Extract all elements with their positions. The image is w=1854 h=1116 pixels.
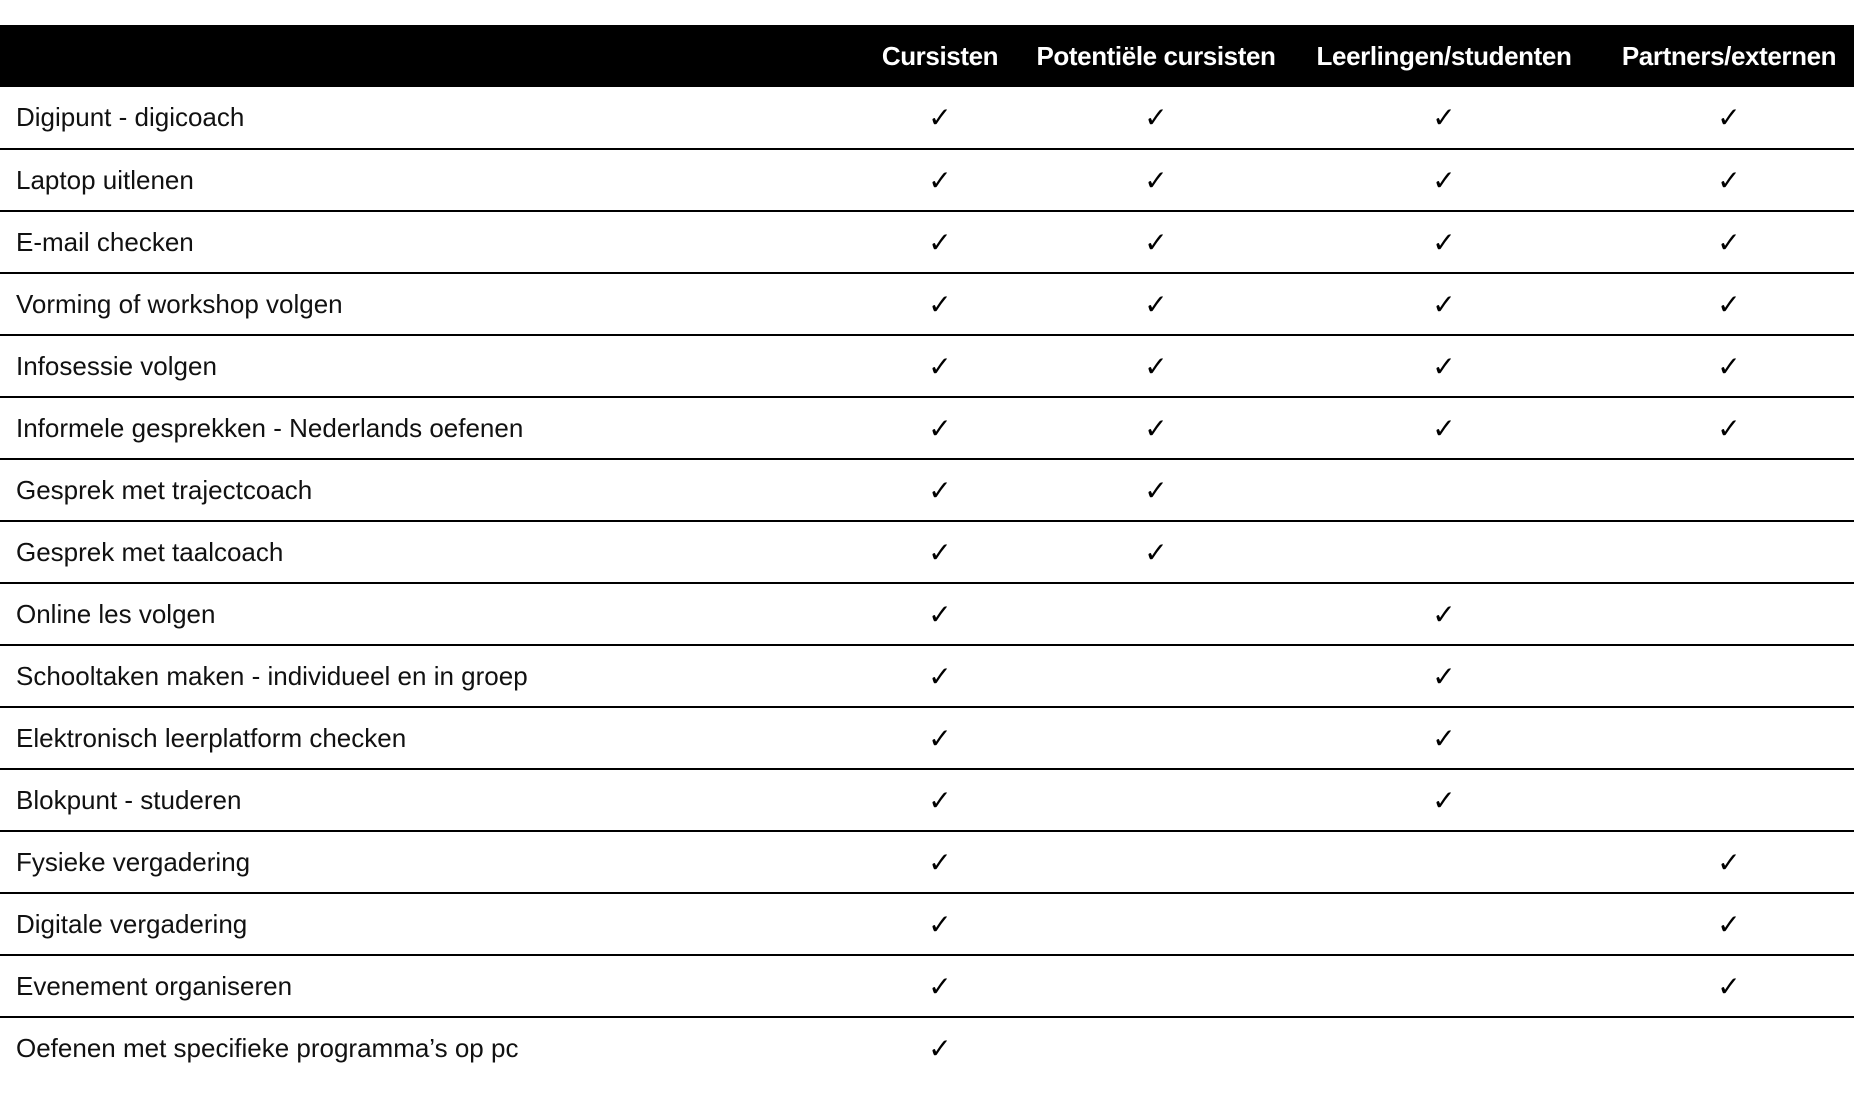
checkmark-icon: ✓ [1717, 163, 1741, 197]
cell-partners-externen [1604, 149, 1854, 211]
checkmark-icon: ✓ [928, 783, 952, 817]
cell-potentiele-cursisten [1028, 459, 1284, 521]
cell-cursisten [852, 459, 1028, 521]
cell-leerlingen-studenten [1284, 459, 1604, 521]
table-row [0, 893, 1854, 955]
activity-label: Laptop uitlenen [0, 149, 852, 211]
cell-leerlingen-studenten [1284, 397, 1604, 459]
header-activity-blank [0, 25, 852, 87]
table-row [0, 149, 1854, 211]
cell-leerlingen-studenten [1284, 87, 1604, 149]
cell-potentiele-cursisten [1028, 583, 1284, 645]
cell-potentiele-cursisten [1028, 645, 1284, 707]
header-row [0, 25, 1854, 87]
activity-label: Gesprek met taalcoach [0, 521, 852, 583]
cell-cursisten [852, 955, 1028, 1017]
table-row [0, 707, 1854, 769]
checkmark-icon: ✓ [1432, 597, 1456, 631]
cell-cursisten [852, 87, 1028, 149]
cell-leerlingen-studenten [1284, 211, 1604, 273]
checkmark-icon: ✓ [1144, 163, 1168, 197]
cell-partners-externen [1604, 335, 1854, 397]
checkmark-icon: ✓ [928, 721, 952, 755]
checkmark-icon: ✓ [1432, 101, 1456, 134]
cell-partners-externen [1604, 521, 1854, 583]
column-header-leerlingen-studenten: Leerlingen/studenten [1316, 40, 1572, 71]
cell-potentiele-cursisten [1028, 335, 1284, 397]
activity-audience-table [0, 25, 1854, 1079]
cell-leerlingen-studenten [1284, 893, 1604, 955]
cell-cursisten [852, 273, 1028, 335]
activity-label: Online les volgen [0, 583, 852, 645]
checkmark-icon: ✓ [1432, 659, 1456, 693]
cell-partners-externen [1604, 831, 1854, 893]
table-row [0, 335, 1854, 397]
cell-cursisten [852, 583, 1028, 645]
cell-potentiele-cursisten [1028, 521, 1284, 583]
cell-potentiele-cursisten [1028, 831, 1284, 893]
checkmark-icon: ✓ [1717, 225, 1741, 259]
cell-partners-externen [1604, 1017, 1854, 1079]
checkmark-icon: ✓ [928, 287, 952, 321]
checkmark-icon: ✓ [1432, 225, 1456, 259]
checkmark-icon: ✓ [1432, 349, 1456, 383]
cell-cursisten [852, 211, 1028, 273]
cell-partners-externen [1604, 397, 1854, 459]
table-row [0, 831, 1854, 893]
cell-leerlingen-studenten [1284, 769, 1604, 831]
checkmark-icon: ✓ [1144, 287, 1168, 321]
table-body [0, 87, 1854, 1079]
cell-potentiele-cursisten [1028, 273, 1284, 335]
table-row [0, 769, 1854, 831]
cell-cursisten [852, 893, 1028, 955]
checkmark-icon: ✓ [928, 535, 952, 569]
activity-label: Blokpunt - studeren [0, 769, 852, 831]
cell-cursisten [852, 1017, 1028, 1079]
cell-leerlingen-studenten [1284, 645, 1604, 707]
cell-potentiele-cursisten [1028, 87, 1284, 149]
checkmark-icon: ✓ [1432, 163, 1456, 197]
checkmark-icon: ✓ [928, 907, 952, 941]
checkmark-icon: ✓ [1717, 287, 1741, 321]
cell-potentiele-cursisten [1028, 893, 1284, 955]
column-header-partners-externen: Partners/externen [1621, 40, 1837, 71]
cell-cursisten [852, 645, 1028, 707]
checkmark-icon: ✓ [1144, 101, 1168, 134]
checkmark-icon: ✓ [928, 1032, 952, 1065]
checkmark-icon: ✓ [928, 349, 952, 383]
cell-potentiele-cursisten [1028, 707, 1284, 769]
cell-potentiele-cursisten [1028, 955, 1284, 1017]
checkmark-icon: ✓ [928, 969, 952, 1003]
cell-cursisten [852, 831, 1028, 893]
activity-label: Digitale vergadering [0, 893, 852, 955]
cell-cursisten [852, 149, 1028, 211]
checkmark-icon: ✓ [1432, 783, 1456, 817]
table-row [0, 521, 1854, 583]
cell-potentiele-cursisten [1028, 211, 1284, 273]
cell-cursisten [852, 397, 1028, 459]
cell-potentiele-cursisten [1028, 149, 1284, 211]
checkmark-icon: ✓ [1144, 473, 1168, 507]
checkmark-icon: ✓ [1717, 969, 1741, 1003]
table-header [0, 25, 1854, 87]
cell-leerlingen-studenten [1284, 583, 1604, 645]
cell-leerlingen-studenten [1284, 273, 1604, 335]
table-row [0, 583, 1854, 645]
checkmark-icon: ✓ [1717, 101, 1741, 134]
checkmark-icon: ✓ [928, 659, 952, 693]
checkmark-icon: ✓ [1144, 349, 1168, 383]
cell-leerlingen-studenten [1284, 335, 1604, 397]
cell-partners-externen [1604, 87, 1854, 149]
cell-cursisten [852, 769, 1028, 831]
activity-label: Vorming of workshop volgen [0, 273, 852, 335]
table-row [0, 459, 1854, 521]
cell-potentiele-cursisten [1028, 1017, 1284, 1079]
cell-leerlingen-studenten [1284, 707, 1604, 769]
checkmark-icon: ✓ [928, 411, 952, 445]
cell-partners-externen [1604, 645, 1854, 707]
activity-label: Infosessie volgen [0, 335, 852, 397]
activity-label: Informele gesprekken - Nederlands oefenen [0, 397, 852, 459]
table-row [0, 397, 1854, 459]
activity-label: Elektronisch leerplatform checken [0, 707, 852, 769]
cell-cursisten [852, 521, 1028, 583]
table-row [0, 87, 1854, 149]
checkmark-icon: ✓ [1717, 907, 1741, 941]
checkmark-icon: ✓ [1144, 535, 1168, 569]
checkmark-icon: ✓ [1144, 411, 1168, 445]
cell-partners-externen [1604, 955, 1854, 1017]
table-row [0, 645, 1854, 707]
activity-label: Gesprek met trajectcoach [0, 459, 852, 521]
activity-label: Oefenen met specifieke programma’s op pc [16, 1033, 519, 1063]
table-row [0, 955, 1854, 1017]
checkmark-icon: ✓ [1717, 349, 1741, 383]
activity-label: Evenement organiseren [0, 955, 852, 1017]
cell-partners-externen [1604, 769, 1854, 831]
checkmark-icon: ✓ [928, 225, 952, 259]
cell-cursisten [852, 707, 1028, 769]
activity-label: Fysieke vergadering [0, 831, 852, 893]
cell-leerlingen-studenten [1284, 831, 1604, 893]
checkmark-icon: ✓ [1432, 411, 1456, 445]
cell-cursisten [852, 335, 1028, 397]
activity-label: E-mail checken [0, 211, 852, 273]
cell-partners-externen [1604, 273, 1854, 335]
checkmark-icon: ✓ [1432, 721, 1456, 755]
cell-leerlingen-studenten [1284, 955, 1604, 1017]
table-row [0, 211, 1854, 273]
checkmark-icon: ✓ [928, 845, 952, 879]
checkmark-icon: ✓ [928, 597, 952, 631]
column-header-potentiele-cursisten: Potentiële cursisten [1036, 40, 1276, 71]
table-row [0, 1017, 1854, 1079]
cell-partners-externen [1604, 707, 1854, 769]
cell-potentiele-cursisten [1028, 769, 1284, 831]
checkmark-icon: ✓ [1717, 845, 1741, 879]
column-header-cursisten: Cursisten [881, 40, 999, 71]
checkmark-icon: ✓ [1144, 225, 1168, 259]
cell-partners-externen [1604, 211, 1854, 273]
cell-leerlingen-studenten [1284, 149, 1604, 211]
cell-partners-externen [1604, 459, 1854, 521]
cell-leerlingen-studenten [1284, 521, 1604, 583]
cell-potentiele-cursisten [1028, 397, 1284, 459]
cell-leerlingen-studenten [1284, 1017, 1604, 1079]
checkmark-icon: ✓ [928, 473, 952, 507]
checkmark-icon: ✓ [928, 163, 952, 197]
table-row [0, 273, 1854, 335]
cell-partners-externen [1604, 583, 1854, 645]
activity-label: Digipunt - digicoach [0, 87, 852, 149]
activity-label: Schooltaken maken - individueel en in groep [0, 645, 852, 707]
checkmark-icon: ✓ [1432, 287, 1456, 321]
cell-partners-externen [1604, 893, 1854, 955]
checkmark-icon: ✓ [928, 101, 952, 134]
checkmark-icon: ✓ [1717, 411, 1741, 445]
